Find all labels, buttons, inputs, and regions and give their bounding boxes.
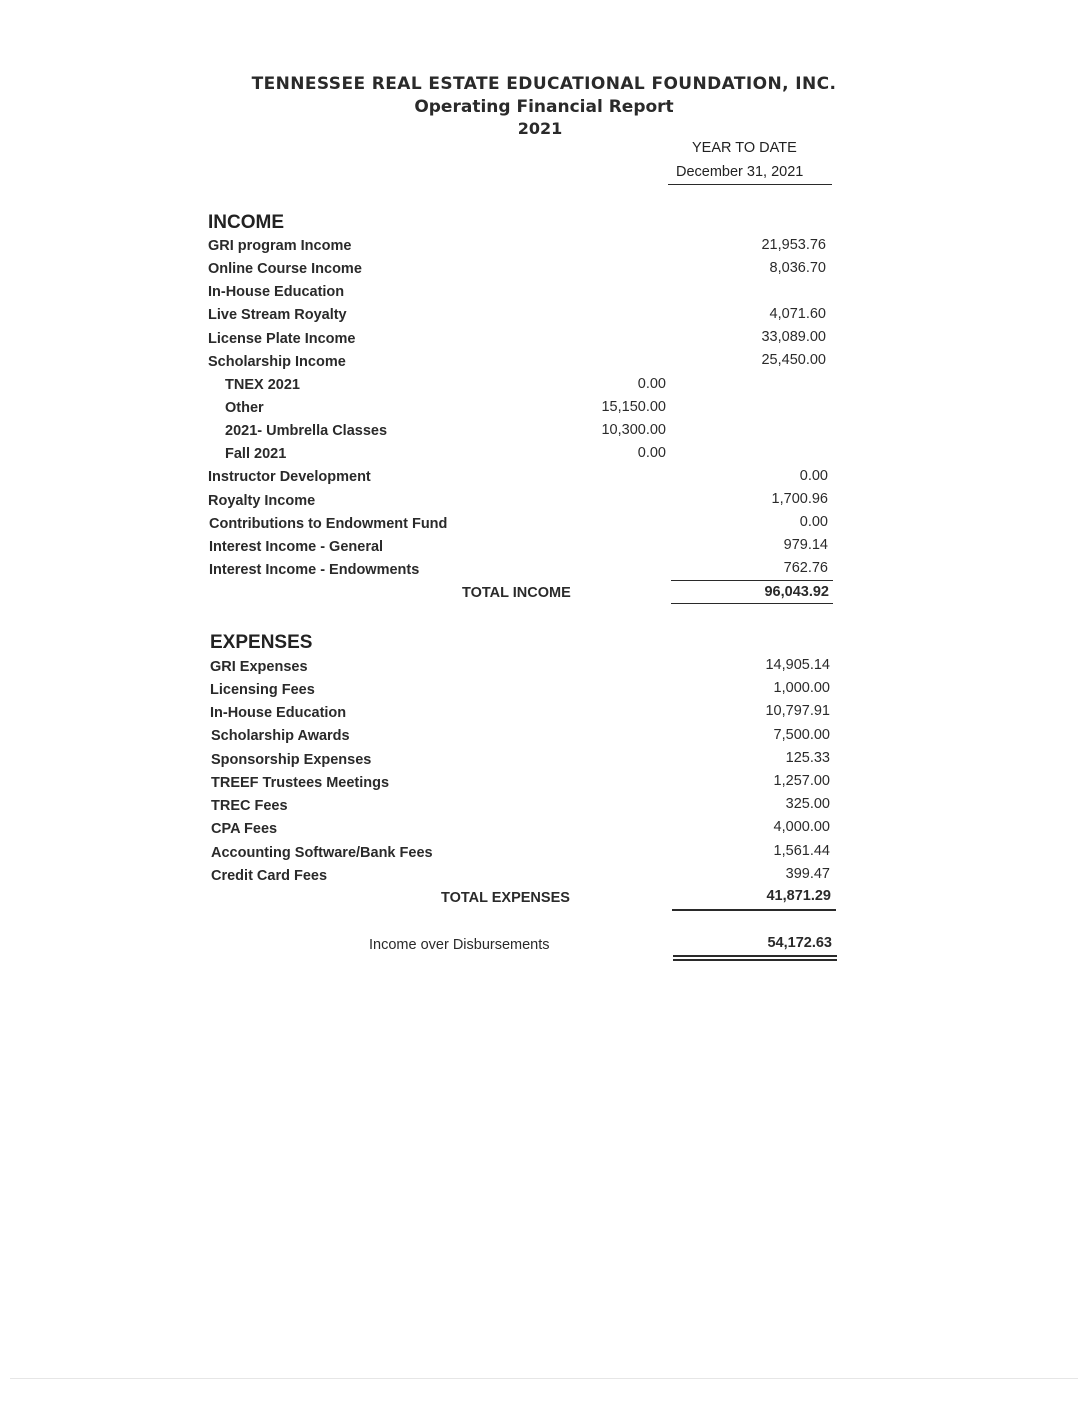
expense-amount: 399.47 xyxy=(785,866,830,882)
column-heading-date: December 31, 2021 xyxy=(676,164,804,180)
income-subamount: 0.00 xyxy=(637,445,666,461)
income-label: Royalty Income xyxy=(208,493,316,509)
report-year: 2021 xyxy=(517,119,563,138)
income-label: Interest Income - Endowments xyxy=(209,562,420,578)
expense-amount: 1,257.00 xyxy=(773,773,830,789)
expense-amount: 1,000.00 xyxy=(773,680,830,696)
total-expenses-rule xyxy=(672,909,836,911)
income-label: Scholarship Income xyxy=(208,354,346,370)
income-label: Online Course Income xyxy=(208,261,362,277)
total-income-rule-bottom xyxy=(671,603,833,604)
expense-label: Licensing Fees xyxy=(210,682,315,698)
income-amount: 979.14 xyxy=(783,537,828,553)
expense-label: Accounting Software/Bank Fees xyxy=(211,845,433,861)
income-amount: 21,953.76 xyxy=(761,237,826,253)
total-income-amount: 96,043.92 xyxy=(764,584,829,600)
income-label: In-House Education xyxy=(208,284,345,300)
expenses-heading: EXPENSES xyxy=(210,632,313,653)
net-income-double-rule-1 xyxy=(673,955,837,957)
income-label: Contributions to Endowment Fund xyxy=(209,516,448,532)
page-edge-line xyxy=(10,1378,1078,1379)
expense-label: CPA Fees xyxy=(211,821,278,837)
income-amount: 8,036.70 xyxy=(769,260,826,276)
income-label: License Plate Income xyxy=(208,331,356,347)
expense-amount: 14,905.14 xyxy=(765,657,830,673)
net-income-double-rule-2 xyxy=(673,959,837,961)
expense-label: TREEF Trustees Meetings xyxy=(211,775,390,791)
income-subamount: 0.00 xyxy=(637,376,666,392)
expense-label: In-House Education xyxy=(210,705,347,721)
income-amount: 1,700.96 xyxy=(771,491,828,507)
expense-amount: 4,000.00 xyxy=(773,819,830,835)
expense-label: GRI Expenses xyxy=(210,659,308,675)
expense-amount: 7,500.00 xyxy=(773,727,830,743)
total-income-rule-top xyxy=(671,580,833,581)
organization-name: TENNESSEE REAL ESTATE EDUCATIONAL FOUNDATION, INC. xyxy=(251,74,837,94)
expense-amount: 10,797.91 xyxy=(765,703,830,719)
expense-label: Scholarship Awards xyxy=(211,728,350,744)
income-subamount: 10,300.00 xyxy=(601,422,666,438)
expense-amount: 1,561.44 xyxy=(773,843,830,859)
income-label: Instructor Development xyxy=(208,469,371,485)
income-amount: 33,089.00 xyxy=(761,329,826,345)
income-amount: 4,071.60 xyxy=(769,306,826,322)
report-title: Operating Financial Report xyxy=(414,97,674,117)
column-heading-year-to-date: YEAR TO DATE xyxy=(692,140,797,156)
income-sublabel: Other xyxy=(225,400,264,416)
income-heading: INCOME xyxy=(208,212,284,233)
income-sublabel: TNEX 2021 xyxy=(225,377,300,393)
column-heading-underline xyxy=(668,184,832,185)
expense-amount: 325.00 xyxy=(785,796,830,812)
expense-label: Sponsorship Expenses xyxy=(211,752,372,768)
net-income-amount: 54,172.63 xyxy=(767,935,832,951)
income-amount: 762.76 xyxy=(783,560,828,576)
income-sublabel: 2021- Umbrella Classes xyxy=(225,423,388,439)
income-label: GRI program Income xyxy=(208,238,352,254)
expense-label: TREC Fees xyxy=(211,798,288,814)
total-expenses-amount: 41,871.29 xyxy=(766,888,831,904)
income-amount: 0.00 xyxy=(799,514,828,530)
expense-label: Credit Card Fees xyxy=(211,868,328,884)
income-label: Live Stream Royalty xyxy=(208,307,347,323)
income-sublabel: Fall 2021 xyxy=(225,446,287,462)
income-label: Interest Income - General xyxy=(209,539,384,555)
expense-amount: 125.33 xyxy=(785,750,830,766)
income-subamount: 15,150.00 xyxy=(601,399,666,415)
total-income-label: TOTAL INCOME xyxy=(462,585,571,601)
income-amount: 25,450.00 xyxy=(761,352,826,368)
total-expenses-label: TOTAL EXPENSES xyxy=(441,890,570,906)
income-amount: 0.00 xyxy=(799,468,828,484)
net-income-label: Income over Disbursements xyxy=(369,937,550,953)
